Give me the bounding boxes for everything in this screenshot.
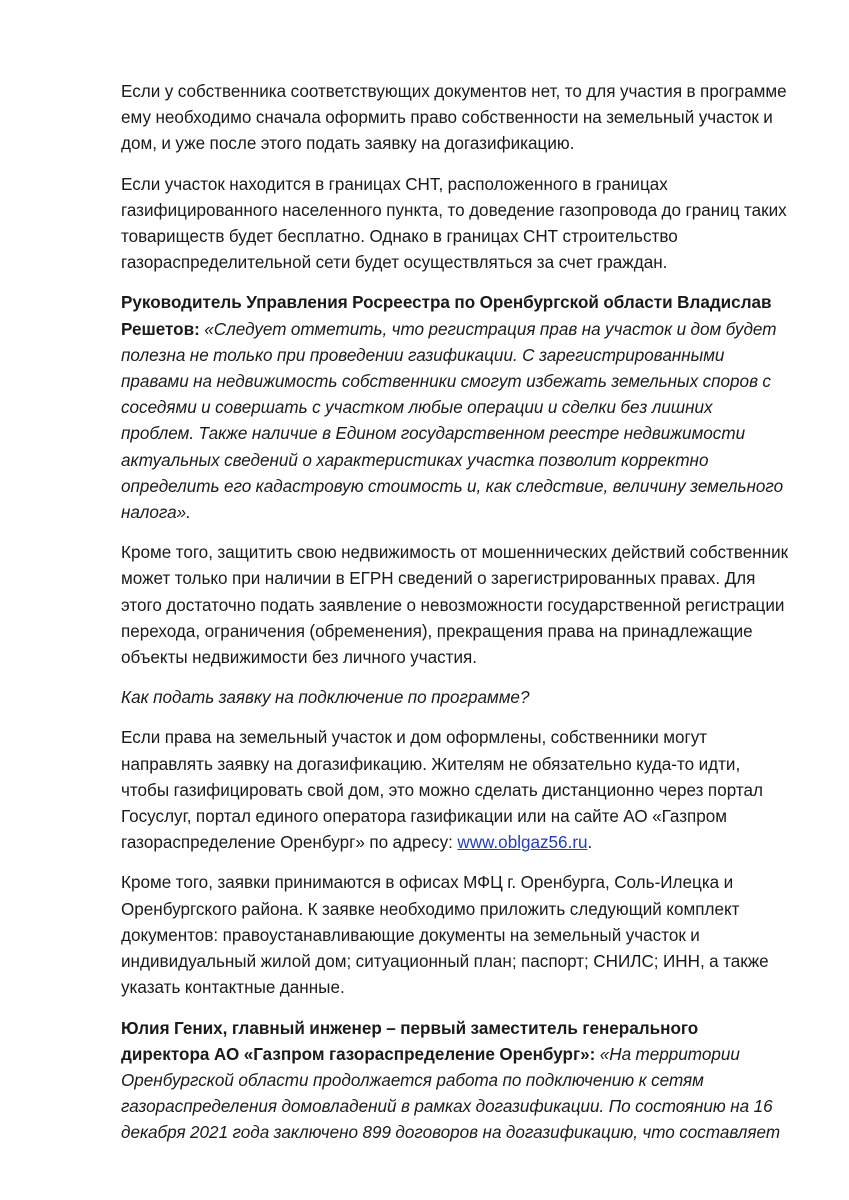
online-application-period: .	[587, 833, 593, 853]
paragraph-rosreestr-quote	[121, 290, 789, 526]
subheading-how-to-apply: Как подать заявку на подключение по программе?	[121, 688, 530, 708]
speaker-reshetov: Руководитель Управления Росреестра по Оренбургской области Владислав Решетов:	[121, 293, 772, 339]
speaker-genikh: Юлия Гених, главный инженер – первый заместитель генерального директора АО «Газпром газораспределение Оренбург»:	[121, 1018, 699, 1064]
online-application-text: Если права на земельный участок и дом оформлены, собственники могут направлять заявку на догазификацию. Жителям не обязательно куда-то идти, чтобы газифицировать свой дом, это можно сделать дистанционно через портал Госуслуг, портал единого оператора газификации или на сайте АО «Газпром газораспределение Оренбург» по адресу:	[121, 728, 763, 853]
paragraph-online-application	[121, 725, 789, 856]
document-page	[121, 79, 789, 1161]
paragraph-ownership-docs: Если у собственника соответствующих документов нет, то для участия в программе ему необходимо сначала оформить право собственности на земельный участок и дом, и уже после этого подать заявку на догазификацию.	[121, 82, 787, 154]
paragraph-fraud-protection: Кроме того, защитить свою недвижимость от мошеннических действий собственник может только при наличии в ЕГРН сведений о зарегистрированных правах. Для этого достаточно подать заявление о невозможности государственной регистрации перехода, ограничения (обременения), прекращения права на принадлежащие объекты недвижимости без личного участия.	[121, 543, 789, 668]
quote-genikh: «На территории Оренбургской области продолжается работа по подключению к сетям газораспределения домовладений в рамках догазификации. По состоянию на 16 декабря 2021 года заключено 899 договоров на догазификацию, что составляет	[121, 1044, 781, 1143]
paragraph-gazprom-quote	[121, 1016, 789, 1147]
oblgaz-website-link[interactable]: www.oblgaz56.ru	[457, 833, 588, 853]
quote-reshetov: «Следует отметить, что регистрация прав на участок и дом будет полезна не только при проведении газификации. С зарегистрированными правами на недвижимость собственники смогут избежать земельных споров с соседями и совершать с участком любые операции и сделки без лишних проблем. Также наличие в Едином государственном реестре недвижимости актуальных сведений о характеристиках участка позволит корректно определить его кадастровую стоимость и, как следствие, величину земельного налога».	[121, 319, 784, 523]
paragraph-mfc-offices: Кроме того, заявки принимаются в офисах МФЦ г. Оренбурга, Соль-Илецка и Оренбургского района. К заявке необходимо приложить следующий комплект документов: правоустанавливающие документы на земельный участок и индивидуальный жилой дом; ситуационный план; паспорт; СНИЛС; ИНН, а также указать контактные данные.	[121, 873, 769, 998]
paragraph-snt: Если участок находится в границах СНТ, расположенного в границах газифицированного населенного пункта, то доведение газопровода до границ таких товариществ будет бесплатно. Однако в границах СНТ строительство газораспределительной сети будет осуществляться за счет граждан.	[121, 174, 787, 273]
